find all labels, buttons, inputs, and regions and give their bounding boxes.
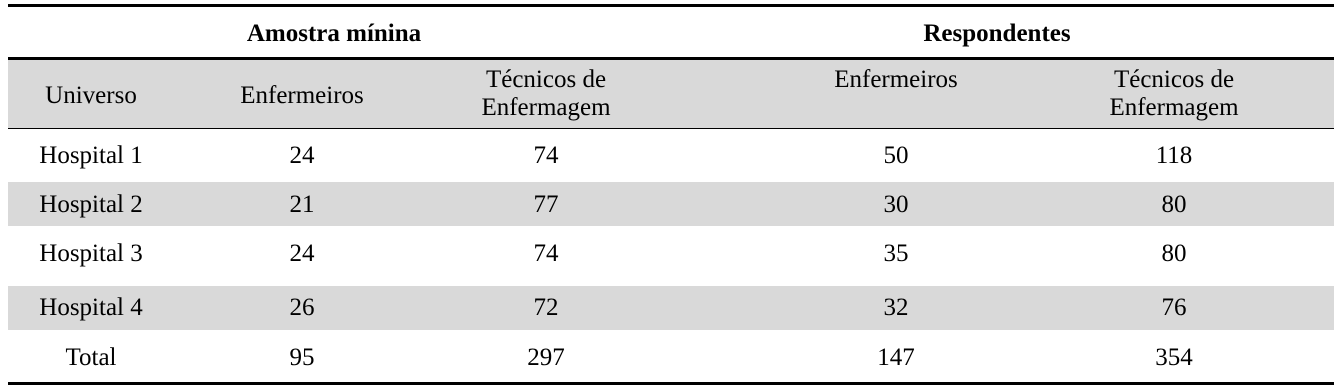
column-header-rule [8, 128, 1334, 129]
group-header-respondentes: Respondentes [923, 20, 1071, 47]
cell-value: 77 [533, 191, 559, 218]
cell-value: 24 [289, 240, 315, 267]
col-header-tecnicos-amostra: Técnicos de Enfermagem [481, 66, 611, 121]
cell-value: 74 [533, 142, 559, 169]
cell-value: 297 [527, 344, 565, 371]
row-label: Hospital 3 [39, 240, 143, 267]
cell-value: 72 [533, 294, 559, 321]
cell-value: 35 [883, 240, 909, 267]
cell-value: 50 [883, 142, 909, 169]
table-row [8, 130, 1334, 178]
table-row [8, 182, 1334, 226]
row-label: Hospital 4 [39, 294, 143, 321]
cell-value: 95 [289, 344, 315, 371]
cell-value: 76 [1161, 294, 1187, 321]
col-header-enfermeiros-amostra: Enfermeiros [240, 82, 364, 109]
cell-value: 74 [533, 240, 559, 267]
cell-value: 354 [1155, 344, 1193, 371]
cell-value: 147 [877, 344, 915, 371]
table-top-rule [8, 4, 1334, 7]
cell-value: 26 [289, 294, 315, 321]
col-header-universo: Universo [45, 82, 137, 109]
row-label: Hospital 2 [39, 191, 143, 218]
col-header-tecnicos-respondentes: Técnicos de Enfermagem [1109, 66, 1239, 121]
cell-value: 80 [1161, 191, 1187, 218]
table-row [8, 230, 1334, 278]
cell-value: 30 [883, 191, 909, 218]
group-header-amostra: Amostra mínina [246, 20, 422, 47]
cell-value: 24 [289, 142, 315, 169]
table-row [8, 334, 1334, 382]
table-bottom-rule [8, 382, 1334, 385]
cell-value: 118 [1155, 142, 1193, 169]
cell-value: 32 [883, 294, 909, 321]
row-label: Total [65, 344, 117, 371]
row-label: Hospital 1 [39, 142, 143, 169]
table-row [8, 286, 1334, 330]
cell-value: 21 [289, 191, 315, 218]
cell-value: 80 [1161, 240, 1187, 267]
col-header-enfermeiros-respondentes: Enfermeiros [834, 66, 958, 93]
